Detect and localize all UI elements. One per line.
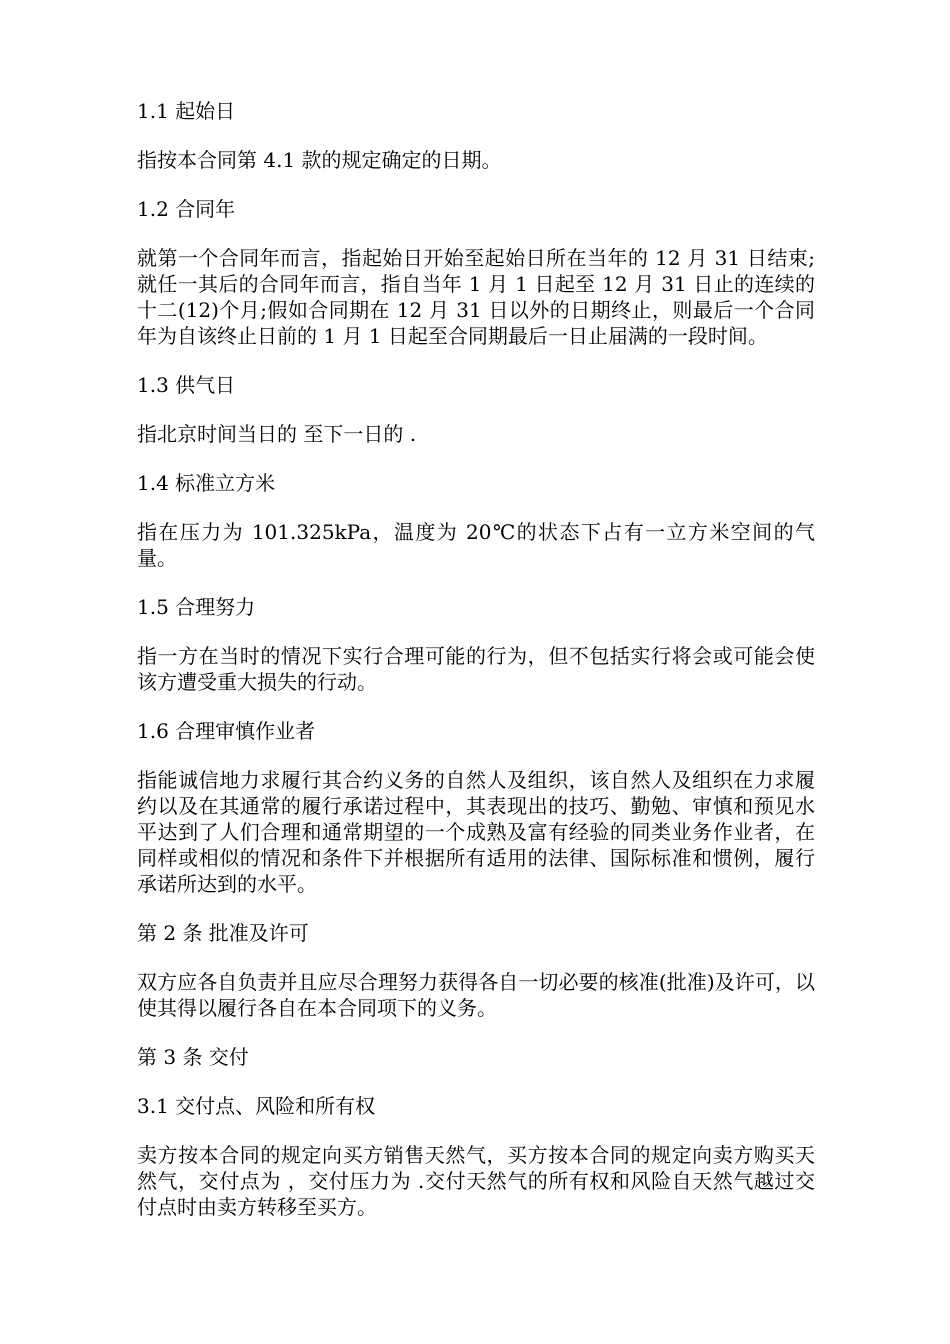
section-heading-3-1: 3.1 交付点、风险和所有权: [137, 1094, 376, 1118]
section-heading-1-3: 1.3 供气日: [137, 373, 236, 397]
section-heading-1-1: 1.1 起始日: [137, 99, 236, 123]
article-text-2: 双方应各自负责并且应尽合理努力获得各自一切必要的核准(批准)及许可，以使其得以履行各自在本合同项下的义务。: [137, 970, 815, 1020]
section-heading-1-4: 1.4 标准立方米: [137, 471, 276, 495]
article-heading-3: 第 3 条 交付: [137, 1045, 249, 1069]
section-text-1-3: 指北京时间当日的 至下一日的 .: [137, 422, 417, 446]
section-text-3-1: 卖方按本合同的规定向买方销售天然气，买方按本合同的规定向卖方购买天然气，交付点为 ，交付压力为 .交付天然气的所有权和风险自天然气越过交付点时由卖方转移至买方。: [137, 1143, 815, 1219]
article-heading-2: 第 2 条 批准及许可: [137, 921, 309, 945]
section-heading-1-5: 1.5 合理努力: [137, 595, 256, 619]
section-text-1-6: 指能诚信地力求履行其合约义务的自然人及组织，该自然人及组织在力求履约以及在其通常的履行承诺过程中，其表现出的技巧、勤勉、审慎和预见水平达到了人们合理和通常期望的一个成熟及富有经验的同类业务作业者，在同样或相似的情况和条件下并根据所有适用的法律、国际标准和惯例，履行承诺所达到的水平。: [137, 768, 815, 896]
section-text-1-2: 就第一个合同年而言，指起始日开始至起始日所在当年的 12 月 31 日结束;就任一其后的合同年而言，指自当年 1 月 1 日起至 12 月 31 日止的连续的十二(12)个月;假如合同期在 12 月 31 日以外的日期终止，则最后一个合同年为自该终止日前的 1 月 1 日起至合同期最后一日止届满的一段时间。: [137, 246, 815, 348]
section-text-1-5: 指一方在当时的情况下实行合理可能的行为，但不包括实行将会或可能会使该方遭受重大损失的行动。: [137, 644, 815, 694]
section-text-1-1: 指按本合同第 4.1 款的规定确定的日期。: [137, 148, 502, 172]
section-heading-1-6: 1.6 合理审慎作业者: [137, 719, 316, 743]
section-text-1-4: 指在压力为 101.325kPa，温度为 20℃的状态下占有一立方米空间的气量。: [137, 520, 815, 570]
document-body: [137, 98, 815, 1243]
section-heading-1-2: 1.2 合同年: [137, 197, 236, 221]
